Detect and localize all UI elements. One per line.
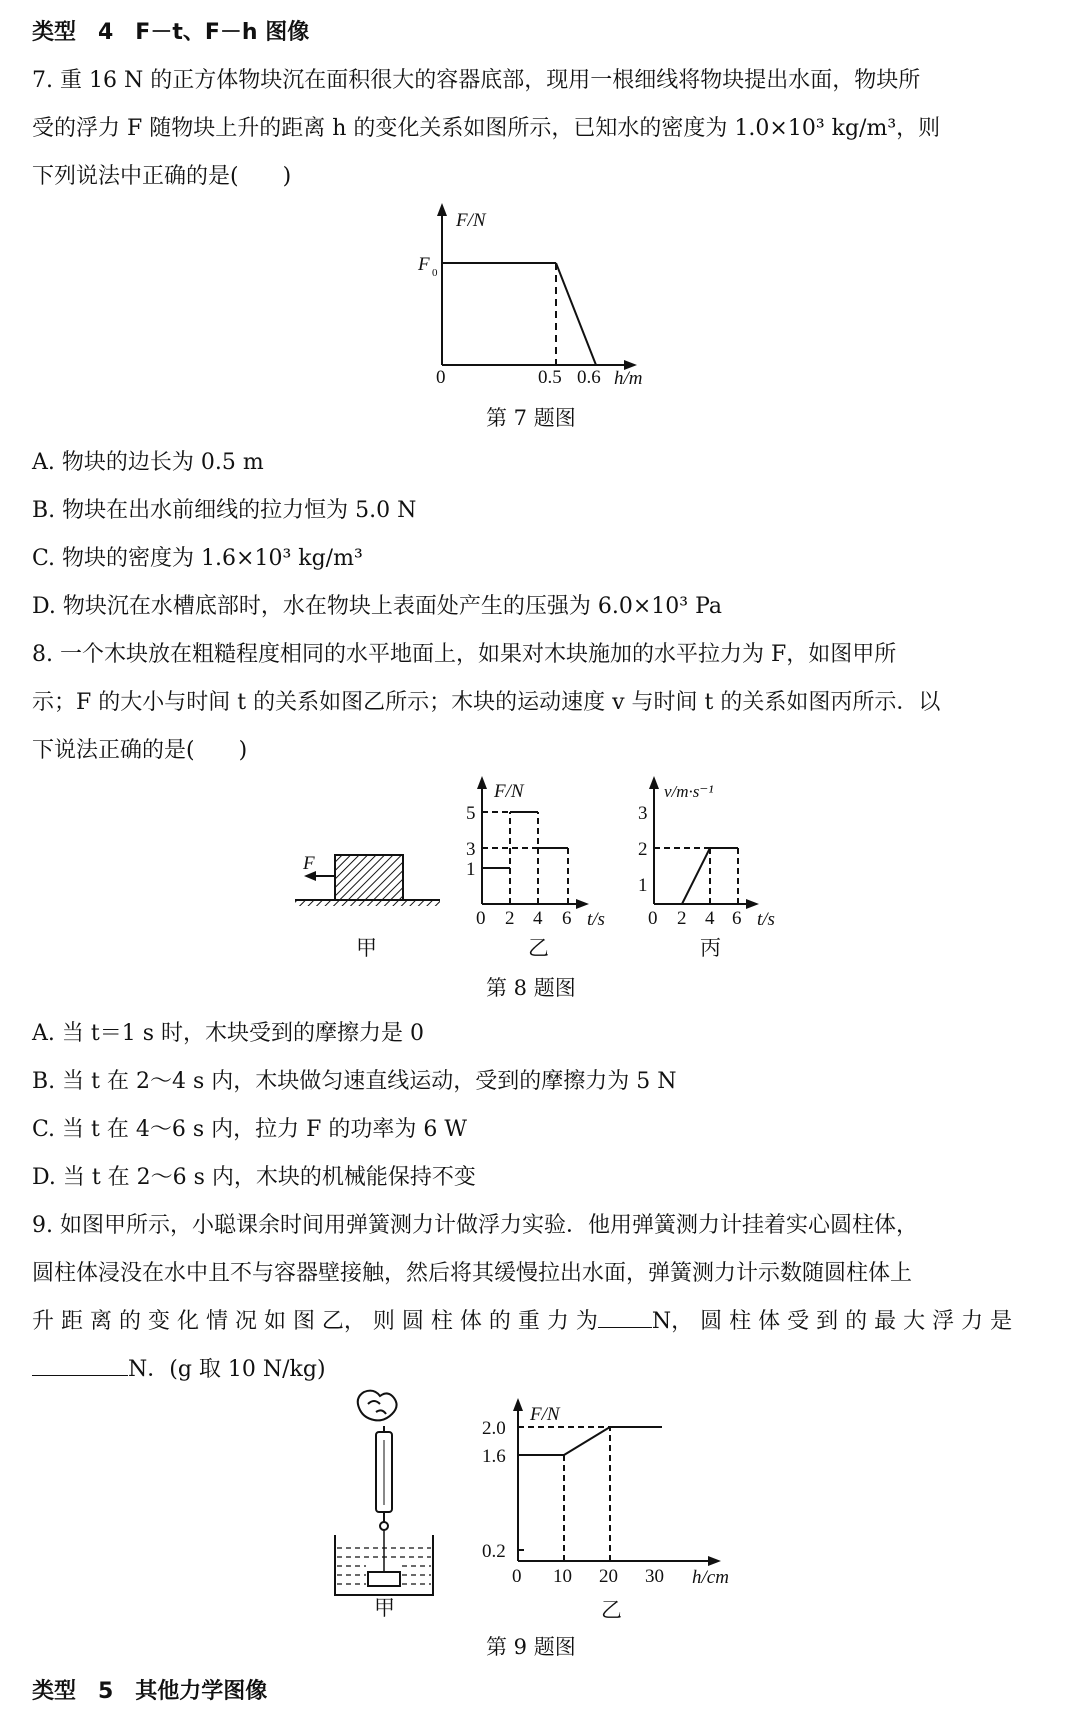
- q8-bing-x-label: t/s: [757, 909, 775, 930]
- q8-yi-xtick-2: 2: [505, 908, 515, 929]
- q8-yi-caption: 乙: [528, 936, 549, 960]
- q7-f0-sub: 0: [432, 267, 438, 279]
- q7-option-b: B. 物块在出水前细线的拉力恒为 5.0 N: [32, 498, 417, 523]
- q8-yi-ytick-1: 1: [466, 859, 476, 880]
- q9-stem-line1: 9. 如图甲所示，小聪课余时间用弹簧测力计做浮力实验．他用弹簧测力计挂着实心圆柱体，: [32, 1213, 918, 1238]
- q7-option-d: D. 物块沉在水槽底部时，水在物块上表面处产生的压强为 6.0×10³ Pa: [32, 594, 722, 619]
- q9-hand: [358, 1391, 397, 1421]
- q9-yi: [518, 1405, 714, 1561]
- q8-yi-xtick-6: 6: [562, 908, 572, 929]
- q7-caption: 第 7 题图: [486, 406, 576, 430]
- q9-line4-text: N．(g 取 10 N/kg): [128, 1357, 326, 1382]
- q9-yi-caption: 乙: [601, 1598, 622, 1622]
- q9-yi-y-arrow: [513, 1398, 523, 1411]
- q9-jia: [335, 1391, 433, 1595]
- q9-jia-caption: 甲: [374, 1596, 395, 1620]
- q8-yi-ytick-5: 5: [466, 803, 476, 824]
- q8-bing-xtick-2: 2: [677, 908, 687, 929]
- q9-yi-ytick-2.0: 2.0: [482, 1418, 506, 1439]
- q7-option-c: C. 物块的密度为 1.6×10³ kg/m³: [32, 546, 363, 571]
- q8-option-c: C. 当 t 在 4～6 s 内，拉力 F 的功率为 6 W: [32, 1117, 467, 1142]
- q9-yi-ytick-0.2: 0.2: [482, 1541, 506, 1562]
- q9-yi-y-label: F/N: [530, 1404, 560, 1425]
- q8-option-d: D. 当 t 在 2～6 s 内，木块的机械能保持不变: [32, 1165, 476, 1190]
- q8-option-a: A. 当 t＝1 s 时，木块受到的摩擦力是 0: [32, 1021, 424, 1046]
- q9-yi-x-label: h/cm: [692, 1567, 729, 1588]
- q9-yi-seg-ramp: [564, 1427, 610, 1455]
- q8-yi-xtick-0: 0: [476, 908, 486, 929]
- q8-option-b: B. 当 t 在 2～4 s 内，木块做匀速直线运动，受到的摩擦力为 5 N: [32, 1069, 677, 1094]
- q8-bing-y-label: v/m·s⁻¹: [664, 782, 714, 801]
- q9-yi-xtick-0: 0: [512, 1566, 522, 1587]
- q7-stem-line3: 下列说法中正确的是( ): [32, 164, 292, 189]
- q7-x-label: h/m: [614, 368, 643, 389]
- q9-yi-ytick-1.6: 1.6: [482, 1446, 506, 1467]
- q8-bing-xtick-0: 0: [648, 908, 658, 929]
- q8-bing-caption: 丙: [700, 936, 721, 960]
- q8-yi-ytick-3: 3: [466, 839, 476, 860]
- q9-yi-xtick-10: 10: [553, 1566, 572, 1587]
- q8-bing-xtick-4: 4: [705, 908, 715, 929]
- q9-yi-xtick-20: 20: [599, 1566, 618, 1587]
- q8-bing-ytick-2: 2: [638, 839, 648, 860]
- q8-stem-line3: 下说法正确的是( ): [32, 738, 248, 763]
- q8-yi-x-label: t/s: [587, 909, 605, 930]
- q7-option-a: A. 物块的边长为 0.5 m: [32, 450, 264, 475]
- q8-bing-xtick-6: 6: [732, 908, 742, 929]
- q8-force-label: F: [303, 853, 315, 874]
- q8-stem-line1: 8. 一个木块放在粗糙程度相同的水平地面上，如果对木块施加的水平拉力为 F，如图甲所: [32, 642, 897, 667]
- q8-jia-caption: 甲: [356, 936, 377, 960]
- q8-yi-xtick-4: 4: [533, 908, 543, 929]
- q8-bing-ytick-3: 3: [638, 803, 648, 824]
- q7-y-label: F/N: [456, 210, 486, 231]
- q7-tick-0.6: 0.6: [577, 367, 601, 388]
- q9-cylinder: [368, 1572, 400, 1586]
- q8-caption: 第 8 题图: [486, 976, 576, 1000]
- q7-stem-line2: 受的浮力 F 随物块上升的距离 h 的变化关系如图所示，已知水的密度为 1.0×10³ kg/m³，则: [32, 116, 941, 141]
- q9-line3-part2: N， 圆 柱 体 受 到 的 最 大 浮 力 是: [651, 1309, 1013, 1334]
- q7-f0-label: F: [418, 254, 430, 275]
- q7-stem-line1: 7. 重 16 N 的正方体物块沉在面积很大的容器底部，现用一根细线将物块提出水面，物块所: [32, 68, 921, 93]
- q9-yi-xtick-30: 30: [645, 1566, 664, 1587]
- section-header-type4: 类型 4 F－t、F－h 图像: [32, 20, 310, 45]
- q9-yi-x-arrow: [708, 1556, 721, 1566]
- q8-bing-ytick-1: 1: [638, 875, 648, 896]
- q7-tick-0.5: 0.5: [538, 367, 562, 388]
- q9-line3-part1: 升 距 离 的 变 化 情 况 如 图 乙， 则 圆 柱 体 的 重 力 为: [32, 1309, 598, 1334]
- q8-stem-line2: 示；F 的大小与时间 t 的关系如图乙所示；木块的运动速度 v 与时间 t 的关系如图丙所示．以: [32, 690, 941, 715]
- section-header-type5: 类型 5 其他力学图像: [32, 1679, 268, 1704]
- q8-yi-y-label: F/N: [494, 781, 524, 802]
- q9-stem-line2: 圆柱体浸没在水中且不与容器壁接触，然后将其缓慢拉出水面，弹簧测力计示数随圆柱体上: [32, 1261, 913, 1286]
- q7-origin: 0: [436, 367, 446, 388]
- q9-caption: 第 9 题图: [486, 1635, 576, 1659]
